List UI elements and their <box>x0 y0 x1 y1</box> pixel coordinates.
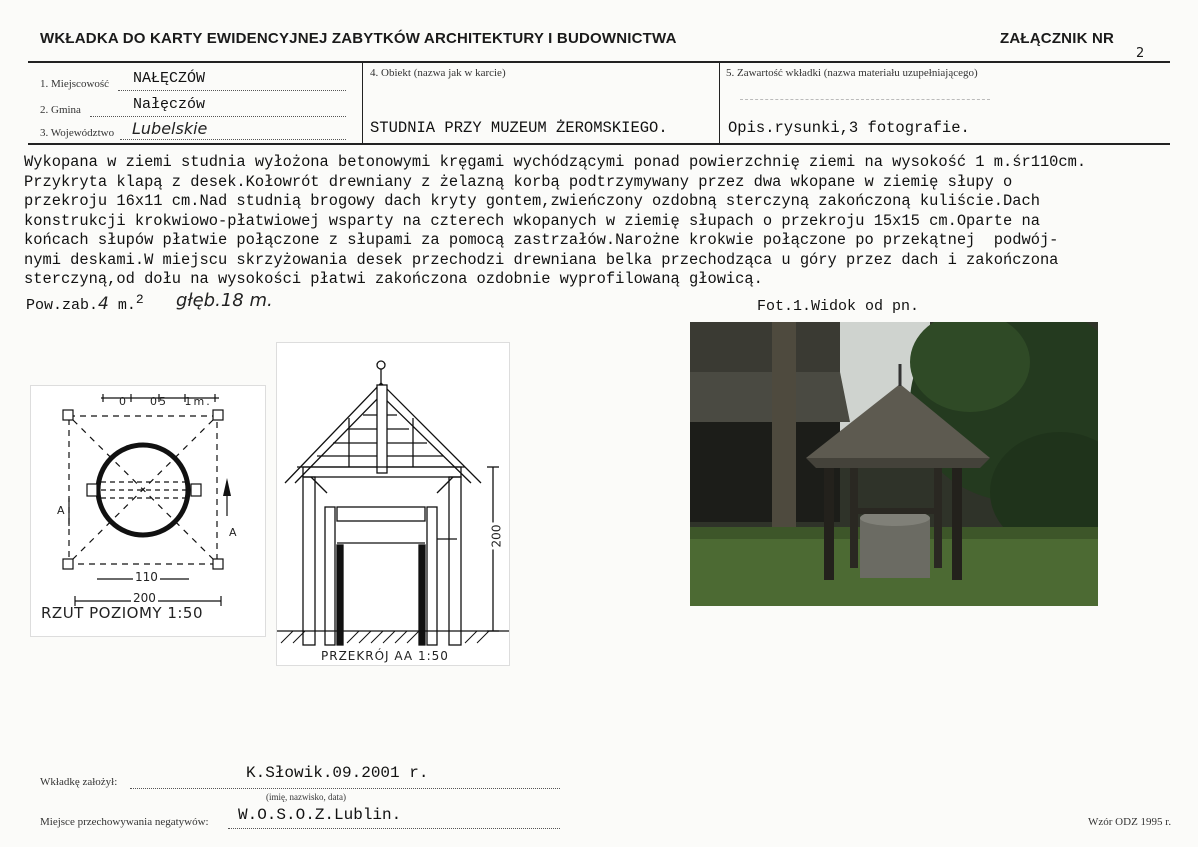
storage-label: Miejsce przechowywania negatywów: <box>40 816 209 828</box>
section-dim-height: 200 <box>489 524 504 548</box>
miejscowosc-dots <box>118 90 346 91</box>
plan-caption: RZUT POZIOMY 1:50 <box>41 604 204 622</box>
plan-scale-ticks <box>119 395 212 408</box>
photo-svg <box>690 322 1098 606</box>
author-hint: (imię, nazwisko, data) <box>266 792 346 802</box>
miejscowosc-value: NAŁĘCZÓW <box>133 70 206 87</box>
ground-hatch <box>281 631 489 643</box>
scale-tick: 05 <box>150 395 168 408</box>
area-unit-exponent: 2 <box>135 292 144 307</box>
plan-dim-inner: 110 <box>135 570 158 584</box>
wojewodztwo-value: Lubelskie <box>132 119 208 138</box>
form-divider-2 <box>719 62 720 144</box>
form-bottom-rule <box>28 143 1170 145</box>
description-line: Wykopana w ziemi studnia wyłożona betonowymi kręgami wychódzącymi ponad powierzchnię ziemi na wysokość 1 m.śr110cm. <box>24 153 1087 171</box>
section-arrow-icon <box>223 478 231 496</box>
storage-dots <box>228 828 560 829</box>
scale-tick: 0 <box>119 395 128 408</box>
description-line: sterczyną,od dołu na wysokości płatwi zakończona ozdobnie wyprofilowaną głowicą. <box>24 270 763 288</box>
page-title: WKŁADKA DO KARTY EWIDENCYJNEJ ZABYTKÓW ARCHITEKTURY I BUDOWNICTWA <box>40 30 677 47</box>
section-drawing <box>276 342 510 666</box>
photo-caption: Fot.1.Widok od pn. <box>757 298 920 315</box>
wojewodztwo-label: 3. Województwo <box>40 127 115 139</box>
annex-label: ZAŁĄCZNIK NR <box>1000 30 1115 47</box>
storage-value: W.O.S.O.Z.Lublin. <box>238 806 402 824</box>
description-line: nymi deskami.W miejscu skrzyżowania desek przechodzi drewniana belka przechodząca u góry przez dach i zakończona <box>24 250 1059 269</box>
plan-drawing <box>30 385 266 637</box>
annex-number: 2 <box>1136 46 1145 61</box>
form-top-rule <box>28 61 1170 63</box>
form-divider-1 <box>362 62 363 144</box>
section-caption: PRZEKRÓJ AA 1:50 <box>321 649 449 663</box>
area-measure <box>26 292 144 314</box>
author-label: Wkładkę założył: <box>40 776 118 788</box>
description-line: konstrukcji krokwiowo-płatwiowej wsparty na czterech wkopanych w ziemię słupach o przekroju 15x15 cm.Oparte na <box>24 211 1040 230</box>
obiekt-value: STUDNIA PRZY MUZEUM ŻEROMSKIEGO. <box>370 119 668 137</box>
description-line: Przykryta klapą z desek.Kołowrót drewniany z żelazną korbą podtrzymywany przez dwa wkopane w ziemię słupy o <box>24 172 1013 191</box>
area-label: Pow.zab. <box>26 297 99 314</box>
zawartosc-label: 5. Zawartość wkładki (nazwa materiału uzupełniającego) <box>726 67 978 79</box>
author-dots <box>130 788 560 789</box>
well-photo <box>690 322 1098 606</box>
zawartosc-value: Opis.rysunki,3 fotografie. <box>728 119 970 137</box>
plan-dim-outer: 200 <box>133 591 156 605</box>
wojewodztwo-dots <box>120 139 346 140</box>
author-value: K.Słowik.09.2001 r. <box>246 764 429 782</box>
obiekt-label: 4. Obiekt (nazwa jak w karcie) <box>370 67 506 79</box>
template-note: Wzór ODZ 1995 r. <box>1088 816 1172 828</box>
gmina-label: 2. Gmina <box>40 104 81 116</box>
section-marker-right: A <box>229 526 237 539</box>
gmina-dots <box>90 116 346 117</box>
description-line: końcach słupów płatwie połączone z słupami za pomocą zastrzałów.Narożne krokwie połączone po przekątnej podwój- <box>24 231 1059 249</box>
area-unit: m. <box>117 297 136 314</box>
gmina-value: Nałęczów <box>133 96 206 113</box>
zawartosc-faint-line <box>740 99 990 100</box>
depth-measure: głęb.18 m. <box>176 290 273 311</box>
section-svg <box>277 343 509 665</box>
description-line: przekroju 16x11 cm.Nad studnią brogowy dach kryty gontem,zwieńczony ozdobną sterczyną zakończoną kuliście.Dach <box>24 192 1040 210</box>
scale-tick: 1m. <box>184 395 212 408</box>
description-block <box>24 153 1086 290</box>
section-marker-left: A <box>57 504 65 517</box>
area-value: 4 <box>98 294 109 314</box>
miejscowosc-label: 1. Miejscowość <box>40 78 110 90</box>
